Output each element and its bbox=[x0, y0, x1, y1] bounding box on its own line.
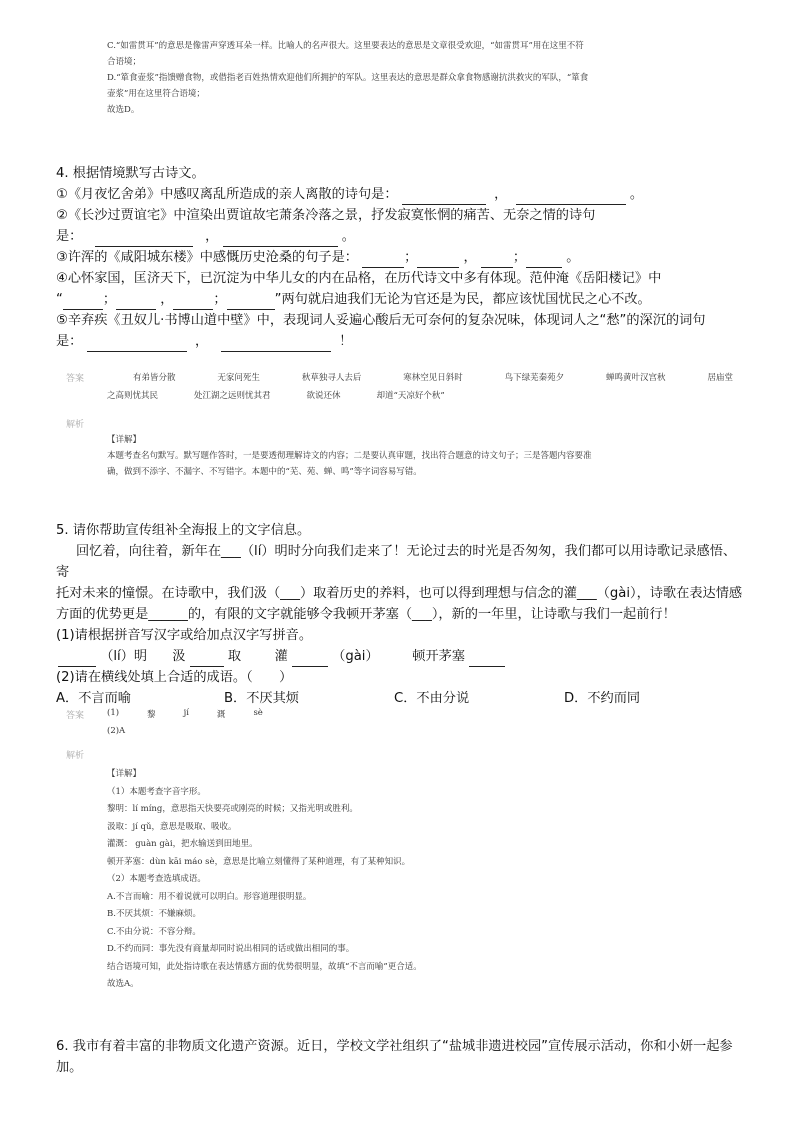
question-line: 回忆着，向往着，新年在___（lí）明时分向我们走来了！无论过去的时光是否匆匆，我们都可以用诗歌记录感悟、寄 bbox=[56, 544, 737, 580]
detail-line: 结合语境可知，此处指诗歌在表达情感方面的优势很明显，故填“不言而喻”更合适。 bbox=[107, 961, 422, 972]
question-line: 是： ， ！ bbox=[56, 331, 746, 352]
question-title: 5. 请你帮助宣传组补全海报上的文字信息。 bbox=[56, 523, 311, 538]
detail-line: B.不厌其烦：不嫌麻烦。 bbox=[107, 909, 201, 919]
answers-row bbox=[107, 708, 307, 720]
option-a[interactable]: A．不言而喻 bbox=[56, 691, 131, 706]
detail-heading: 【详解】 bbox=[107, 769, 142, 779]
detail-line: 故选A。 bbox=[107, 979, 139, 989]
answer-tag: 答案 bbox=[66, 374, 85, 384]
answer-item: 溉 bbox=[216, 710, 226, 720]
answer-blank[interactable] bbox=[362, 253, 404, 268]
detail-line: （2）本题考查选填成语。 bbox=[107, 874, 206, 884]
question-line: 加。 bbox=[56, 1060, 83, 1075]
answer-blank[interactable] bbox=[63, 295, 103, 310]
detail-line: 顿开茅塞：dùn kāi máo sè，意思是比喻立刻懂得了某种道理，有了某种知识。 bbox=[107, 856, 411, 867]
answer-blank[interactable] bbox=[417, 253, 459, 268]
answer-item: 寒林空见日斜时 bbox=[403, 373, 463, 383]
question-line: 是： ， 。 bbox=[56, 226, 746, 247]
answer-item: 却道“天凉好个秋” bbox=[376, 391, 445, 401]
prev-explanation bbox=[107, 38, 727, 118]
detail-line: 黎明：lí míng，意思指天快要亮或刚亮的时候；又指光明或胜利。 bbox=[107, 804, 358, 814]
answer-blank[interactable] bbox=[190, 652, 224, 667]
detail-line: （1）本题考查字音字形。 bbox=[107, 786, 206, 797]
answer-item: 鸟下绿芜秦苑夕 bbox=[504, 373, 565, 383]
answer-blank[interactable] bbox=[526, 253, 562, 268]
q4-answers bbox=[133, 371, 733, 383]
answer-item: 无家问死生 bbox=[217, 373, 260, 383]
fill-row: （lí）明 汲 取 灌 （gài） 顿开茅塞 bbox=[56, 646, 746, 667]
question-4 bbox=[56, 163, 746, 352]
detail-line: 确，做到不添字、不漏字、不写错字。本题中的“芜、苑、蝉、鸣”等字词容易写错。 bbox=[107, 467, 422, 477]
sub-question: (2)请在横线处填上合适的成语。（ ） bbox=[56, 670, 293, 685]
q5-analysis bbox=[107, 766, 727, 994]
answer-blank[interactable] bbox=[481, 253, 513, 268]
answer-blank[interactable] bbox=[469, 652, 505, 667]
question-line: ②《长沙过贾谊宅》中渲染出贾谊故宅萧条冷落之景，抒发寂寞怅惘的痛苦、无奈之情的诗句 bbox=[56, 208, 596, 223]
answer-item: jí bbox=[183, 708, 189, 718]
answer-item: sè bbox=[253, 708, 263, 718]
answers-row bbox=[133, 371, 733, 383]
detail-heading: 【详解】 bbox=[107, 435, 142, 445]
answers-row bbox=[107, 389, 527, 401]
question-line: 6. 我市有着丰富的非物质文化遗产资源。近日，学校文学社组织了“盐城非遗进校园”宣传展示活动，你和小妍一起参 bbox=[56, 1039, 733, 1054]
answer-item: 秋草独寻人去后 bbox=[301, 373, 362, 383]
question-line: ③许浑的《咸阳城东楼》中感慨历史沧桑的句子是： ； ， ； 。 bbox=[56, 247, 746, 268]
analysis-tag: 解析 bbox=[66, 751, 85, 761]
option-b[interactable]: B．不厌其烦 bbox=[224, 691, 299, 706]
answer-blank[interactable] bbox=[516, 190, 626, 205]
prev-line: 合语境； bbox=[107, 57, 142, 67]
answer-blank[interactable] bbox=[223, 232, 338, 247]
answer-blank[interactable] bbox=[227, 295, 275, 310]
answer-blank[interactable] bbox=[58, 652, 96, 667]
analysis-tag: 解析 bbox=[66, 420, 85, 430]
answer-blank[interactable] bbox=[95, 232, 193, 247]
answer-blank[interactable] bbox=[221, 337, 331, 352]
answer-item: 蝉鸣黄叶汉宫秋 bbox=[606, 373, 666, 383]
answer-blank[interactable] bbox=[402, 190, 486, 205]
question-line: 托对未来的憧憬。在诗歌中，我们汲（___）取着历史的养料，也可以得到理想与信念的灌___（gài），诗歌在表达情感 bbox=[56, 586, 743, 601]
q4-analysis bbox=[107, 432, 727, 480]
detail-line: 灌溉： guàn gài，把水输送到田地里。 bbox=[107, 839, 258, 849]
option-d[interactable]: D．不约而同 bbox=[564, 691, 641, 706]
prev-line: 故选D。 bbox=[107, 105, 140, 115]
options-row bbox=[56, 688, 746, 709]
q5-answers bbox=[107, 708, 307, 736]
answer-item: (1) bbox=[107, 708, 120, 718]
answer-item: 欲说还休 bbox=[306, 391, 341, 401]
answer-blank[interactable] bbox=[173, 295, 213, 310]
answer-item: 居庙堂 bbox=[707, 373, 733, 383]
question-line: ⑤辛弃疾《丑奴儿·书博山道中壁》中，表现词人妥遍心酸后无可奈何的复杂况味，体现词人之“愁”的深沉的词句 bbox=[56, 313, 706, 328]
detail-line: 本题考查名句默写。默写题作答时，一是要透彻理解诗文的内容；二是要认真审题，找出符合题意的诗文句子；三是答题内容要准 bbox=[107, 451, 592, 461]
detail-line: A.不言而喻：用不着说就可以明白。形容道理很明显。 bbox=[107, 891, 312, 902]
prev-line: 壶浆”用在这里符合语境； bbox=[107, 89, 205, 99]
question-6 bbox=[56, 1036, 756, 1078]
answer-blank[interactable] bbox=[292, 652, 328, 667]
option-c[interactable]: C．不由分说 bbox=[394, 691, 470, 706]
question-line: “ ； ， ； ”两句就启迪我们无论为官还是为民，都应该忧国忧民之心不改。 bbox=[56, 289, 746, 310]
detail-line: D.不约而同：事先没有商量却同时说出相同的话或做出相同的事。 bbox=[107, 944, 355, 954]
answer-item: 黎 bbox=[147, 710, 156, 720]
detail-line: C.不由分说：不容分辩。 bbox=[107, 926, 201, 937]
sub-question: (1)请根据拼音写汉字或给加点汉字写拼音。 bbox=[56, 628, 313, 643]
prev-line: C.“如雷贯耳”的意思是像雷声穿透耳朵一样。比喻人的名声很大。这里要表达的意思是文章很受欢迎，“如雷贯耳”用在这里不符 bbox=[107, 41, 584, 51]
prev-line: D.“箪食壶浆”指馈赠食物，或借指老百姓热情欢迎他们所拥护的军队。这里表达的意思是群众拿食物感谢抗洪救灾的军队，“箪食 bbox=[107, 73, 589, 83]
question-line: 方面的优势更是______的，有限的文字就能够令我顿开茅塞（___），新的一年里，让诗歌与我们一起前行！ bbox=[56, 607, 676, 622]
question-line: ④心怀家国，匡济天下，已沉淀为中华儿女的内在品格，在历代诗文中多有体现。范仲淹《岳阳楼记》中 bbox=[56, 271, 662, 286]
answer-tag: 答案 bbox=[66, 711, 85, 721]
question-5 bbox=[56, 520, 746, 709]
answer-item: 处江湖之远则忧其君 bbox=[194, 391, 271, 401]
answer-blank[interactable] bbox=[87, 337, 187, 352]
answer-blank[interactable] bbox=[116, 295, 156, 310]
question-title: 4. 根据情境默写古诗文。 bbox=[56, 166, 205, 181]
question-line: ①《月夜忆舍弟》中感叹离乱所造成的亲人离散的诗句是： ， 。 bbox=[56, 184, 746, 205]
answer-item: (2)A bbox=[107, 726, 126, 736]
answer-item: 有弟皆分散 bbox=[133, 373, 176, 383]
answer-item: 之高则忧其民 bbox=[107, 391, 159, 401]
detail-line: 汲取：jí qǔ，意思是吸取、吸收。 bbox=[107, 821, 237, 832]
